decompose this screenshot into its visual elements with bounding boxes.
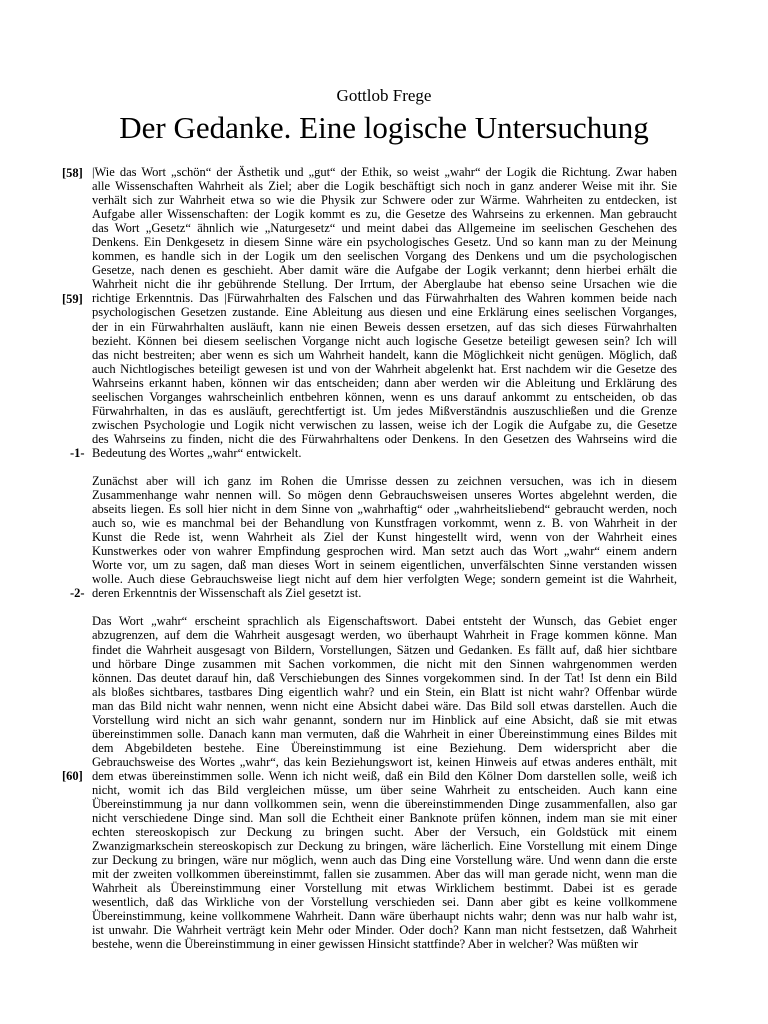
paragraph-3 xyxy=(92,614,677,951)
text-line: zwischen Psychologie und Logik nicht verwischen zu lassen, weise ich der Logik die Aufgabe zu, die Gesetze xyxy=(92,417,677,432)
text-line: nicht, womit ich das Bild vergleichen müsse, um über seine Wahrheit zu entscheiden. Auch kann eine xyxy=(92,782,677,797)
text-line: das Wort „Gesetz“ ähnlich wie „Naturgesetz“ und meint dabei das Allgemeine im seelischen Geschehen des xyxy=(92,221,677,236)
text-line: Denkens. Ein Denkgesetz in diesem Sinne wäre ein psychologisches Gesetz. Und so kann man zu der Meinung xyxy=(92,235,677,250)
text-line: das nicht bestreiten; aber wenn es sich um Wahrheit handelt, kann die Möglichkeit nicht genügen. Möglich, daß xyxy=(92,347,677,362)
text-line: Fürwahrhalten, in das es ausläuft, gerechtfertigt ist. Um jedes Mißverständnis auszuschließen und die Grenze xyxy=(92,403,677,418)
text-line: dem Abgebildeten bestehe. Eine Übereinstimmung ist eine Beziehung. Dem widerspricht aber die xyxy=(92,740,677,755)
text-line: Worte vor, um zu sagen, daß man dieses Wort in seinem eigentlichen, unverfälschten Sinne verstanden wissen xyxy=(92,558,677,573)
text-line: können. Das deutet darauf hin, daß Verschiebungen des Sinnes vorgekommen sind. In der Tat! Ist denn ein Bild xyxy=(92,670,677,685)
text-line: nicht verschiedene Dinge sind. Man soll die Echtheit einer Banknote prüfen können, indem man sie mit einer xyxy=(92,811,677,826)
text-line: Kunstwerkes oder von wahrer Empfindung gesprochen wird. Man setzt auch das Wort „wahr“ einem andern xyxy=(92,544,677,559)
text-line: mit der zweiten vollkommen übereinstimmt, fallen sie zusammen. Aber das will man gerade nicht, wenn man die xyxy=(92,867,677,882)
text-line: dem etwas übereinstimmen solle. Wenn ich nicht weiß, daß ein Bild den Kölner Dom darstellen solle, weiß ich xyxy=(92,768,677,783)
text-line: Gebrauchsweise des Wortes „wahr“, das kein Beziehungswort ist, keinen Hinweis auf etwas anderes enthält, mit xyxy=(92,754,677,769)
text-line: Wahrseins erkannt haben, können wir das entscheiden; dann aber werden wir die Ableitung und Erklärung des xyxy=(92,375,677,390)
text-line: abzugrenzen, auf dem die Wahrheit ausgesagt werden, wo überhaupt Wahrheit in Frage kommen könne. Man xyxy=(92,628,677,643)
page-marker-60: [60] xyxy=(62,769,83,783)
text-line: abseits liegen. Es soll hier nicht in dem Sinne von „wahrhaftig“ oder „wahrheitsliebend“ gebraucht werden, noch xyxy=(92,502,677,517)
text-line: und hörbare Dinge zusammen mit Sachen vorkommen, die nicht mit den Sinnen wahrgenommen werden xyxy=(92,656,677,671)
text-line: auch so, wie es manchmal bei der Behandlung von Kunstfragen vorkommt, wenn z. B. von Wahrheit in der xyxy=(92,516,677,531)
text-line: bezieht. Können bei diesem seelischen Vorgange nicht auch logische Gesetze beteiligt gewesen sein? Ich will xyxy=(92,333,677,348)
text-line: Aufgabe aller Wissenschaften: der Logik kommt es zu, die Gesetze des Wahrseins zu erkennen. Man gebraucht xyxy=(92,207,677,222)
text-line: Zwanzigmarkschein stereoskopisch zur Deckung zu bringen, wäre lächerlich. Eine Vorstellung mit einem Dinge xyxy=(92,839,677,854)
text-line: Wahrheit als Übereinstimmung einer Vorstellung mit etwas Wirklichem bestimmt. Dabei ist es gerade xyxy=(92,881,677,896)
text-line: Kunst die Rede ist, wenn Wahrheit als Ziel der Kunst hingestellt wird, wenn von der Wahrheit eines xyxy=(92,530,677,545)
body-text xyxy=(92,165,677,966)
text-line: Zunächst aber will ich ganz im Rohen die Umrisse dessen zu zeichnen versuchen, was ich in diesem xyxy=(92,473,677,488)
text-line: Gesetze, nach denen es geschieht. Aber damit wäre die Aufgabe der Logik verkannt; denn hierbei erhält die xyxy=(92,263,677,278)
text-line: Wahrheit nicht die ihr gebührende Stellung. Der Irrtum, der Aberglaube hat ebenso seine Ursachen wie die xyxy=(92,277,677,292)
text-line: Vorstellung wird nicht an sich wahr genannt, sondern nur im Hinblick auf eine Absicht, daß sie mit etwas xyxy=(92,712,677,727)
page-marker-59: [59] xyxy=(62,292,83,306)
section-marker-1: -1- xyxy=(70,446,85,460)
text-line: der in ein Fürwahrhalten ausläuft, kann nie einen Beweis dessen ersetzen, auf das sich dieses Fürwahrhalten xyxy=(92,319,677,334)
text-line: verhält sich zur Wahrheit etwa so wie die Physik zur Schwere oder zur Wärme. Wahrheiten zu entdecken, ist xyxy=(92,193,677,208)
text-line: zur Deckung zu bringen, wäre nur möglich, wenn auch das Ding eine Vorstellung wäre. Und wenn dann die erste xyxy=(92,853,677,868)
paper-title: Der Gedanke. Eine logische Untersuchung xyxy=(119,110,649,145)
text-line: Zusammenhange wahr nennen will. So mögen denn Gebrauchsweisen unseres Wortes abgelehnt werden, die xyxy=(92,488,677,503)
text-line: findet die Wahrheit ausgesagt von Bildern, Vorstellungen, Sätzen und Gedanken. Es fällt auf, daß hier sichtbare xyxy=(92,642,677,657)
paragraph-2 xyxy=(92,474,677,600)
text-line: |Wie das Wort „schön“ der Ästhetik und „gut“ der Ethik, so weist „wahr“ der Logik die Richtung. Zwar haben xyxy=(92,165,677,179)
text-line: Übereinstimmung ja nur dann vollkommen sein, wenn die übereinstimmenden Dinge zusammenfallen, also gar xyxy=(92,797,677,812)
text-line: des Wahrseins zu finden, nicht die des Fürwahrhaltens oder Denkens. In den Gesetzen des Wahrseins wird die xyxy=(92,431,677,446)
text-line: übereinstimmen solle. Danach kann man vermuten, daß die Wahrheit in einer Übereinstimmung eines Bildes mit xyxy=(92,726,677,741)
paragraph-1 xyxy=(92,165,677,460)
text-line: Übereinstimmung, keine vollkommene Wahrheit. Dann wäre überhaupt nichts wahr; denn was nur halb wahr ist, xyxy=(92,909,677,924)
text-line: alle Wissenschaften Wahrheit als Ziel; aber die Logik beschäftigt sich noch in ganz anderer Weise mit ihr. Sie xyxy=(92,179,677,194)
text-line: echten stereoskopisch zur Deckung zu bringen sucht. Aber der Versuch, ein Goldstück mit einem xyxy=(92,825,677,840)
page-marker-58: [58] xyxy=(62,166,83,180)
text-line: kommen, es handle sich in der Logik um den seelischen Vorgang des Denkens und um die psychologischen xyxy=(92,249,677,264)
section-marker-2: -2- xyxy=(70,586,85,600)
text-line: auch Nichtlogisches beteiligt gewesen ist und von der Wahrheit abgelenkt hat. Erst nachdem wir die Gesetze des xyxy=(92,361,677,376)
text-line: wolle. Auch diese Gebrauchsweise liegt nicht auf dem hier verfolgten Wege; sondern gemeint ist die Wahrheit, xyxy=(92,572,677,587)
text-line: deren Erkenntnis der Wissenschaft als Ziel gesetzt ist. xyxy=(92,586,362,601)
text-line: richtige Erkenntnis. Das |Fürwahrhalten des Falschen und das Fürwahrhalten des Wahren kommen beide nach xyxy=(92,291,677,306)
text-line: ist unwahr. Die Wahrheit verträgt kein Mehr oder Minder. Oder doch? Kann man nicht festsetzen, daß Wahrheit xyxy=(92,923,677,938)
text-line: psychologischen Gesetzen zustande. Eine Ableitung aus diesen und eine Erklärung eines seelischen Vorganges, xyxy=(92,305,677,320)
text-line: seelischen Vorganges wahrscheinlich entbehren können, wenn es uns darauf ankommt zu entscheiden, ob das xyxy=(92,389,677,404)
text-line: Das Wort „wahr“ erscheint sprachlich als Eigenschaftswort. Dabei entsteht der Wunsch, das Gebiet enger xyxy=(92,614,677,629)
author-name: Gottlob Frege xyxy=(336,86,432,105)
text-line: bestehe, wenn die Übereinstimmung in einer gewissen Hinsicht stattfinde? Aber in welcher? Was müßten wir xyxy=(92,937,639,952)
text-line: Bedeutung des Wortes „wahr“ entwickelt. xyxy=(92,445,302,460)
text-line: als bloßes sichtbares, tastbares Ding eigentlich wahr? und ein Stein, ein Blatt ist nicht wahr? Offenbar würde xyxy=(92,684,677,699)
text-line: man das Bild nicht wahr nennen, wenn nicht eine Absicht dabei wäre. Das Bild soll etwas darstellen. Auch die xyxy=(92,698,677,713)
text-line: wesentlich, daß das Wirkliche von der Vorstellung verschieden sei. Dann aber gibt es keine vollkommene xyxy=(92,895,677,910)
